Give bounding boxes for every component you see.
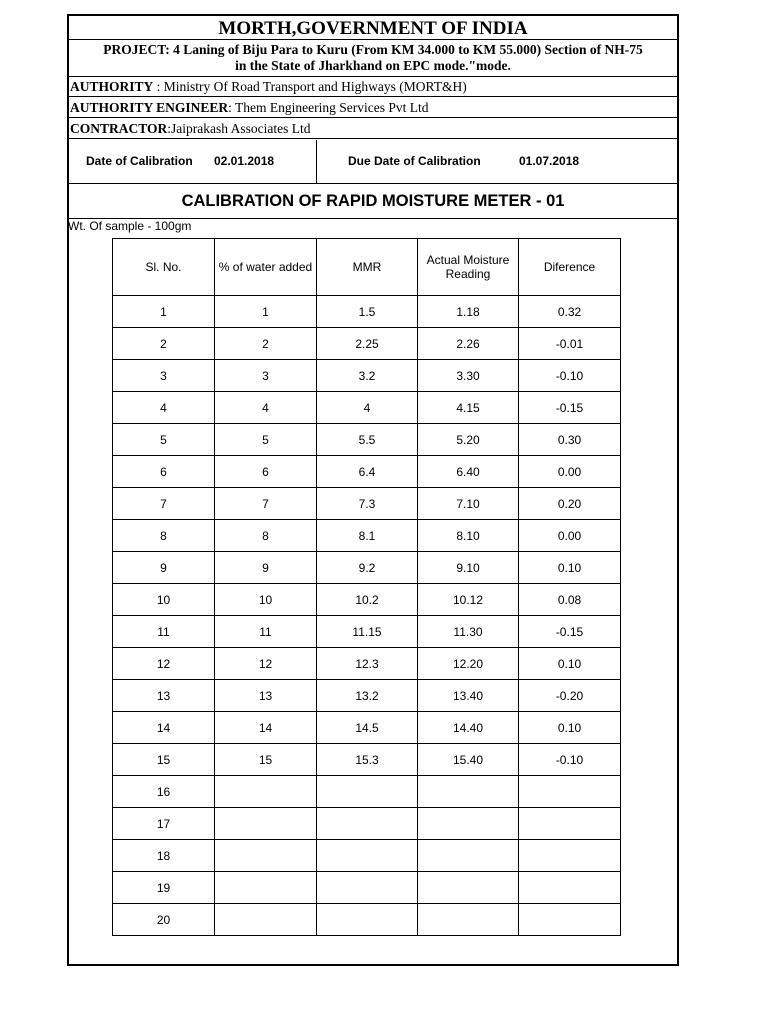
cell-actual-moisture: 1.18 xyxy=(418,296,519,328)
dates-divider xyxy=(316,140,317,183)
cell-sl-no: 6 xyxy=(113,456,215,488)
column-header-water-added: % of water added xyxy=(215,239,317,296)
table-row xyxy=(113,808,621,840)
column-header-sl-no: Sl. No. xyxy=(113,239,215,296)
cell-water-added: 1 xyxy=(215,296,317,328)
table-body xyxy=(113,296,621,936)
contractor-value: :Jaiprakash Associates Ltd xyxy=(167,121,311,136)
cell-actual-moisture: 9.10 xyxy=(418,552,519,584)
cell-mmr: 9.2 xyxy=(317,552,418,584)
cell-difference: 0.08 xyxy=(519,584,621,616)
cell-sl-no: 16 xyxy=(113,776,215,808)
calibration-table xyxy=(112,238,621,936)
due-date-label: Due Date of Calibration xyxy=(348,154,481,168)
cell-water-added: 8 xyxy=(215,520,317,552)
cell-sl-no: 9 xyxy=(113,552,215,584)
cell-actual-moisture: 3.30 xyxy=(418,360,519,392)
cell-sl-no: 11 xyxy=(113,616,215,648)
cell-actual-moisture: 7.10 xyxy=(418,488,519,520)
cell-difference: -0.15 xyxy=(519,616,621,648)
cell-mmr: 1.5 xyxy=(317,296,418,328)
cell-difference: -0.10 xyxy=(519,360,621,392)
table-row xyxy=(113,520,621,552)
cell-water-added: 10 xyxy=(215,584,317,616)
table-row xyxy=(113,488,621,520)
cell-actual-moisture: 11.30 xyxy=(418,616,519,648)
table-row xyxy=(113,296,621,328)
due-date-value: 01.07.2018 xyxy=(519,154,580,168)
table-row xyxy=(113,392,621,424)
cell-sl-no: 10 xyxy=(113,584,215,616)
cell-sl-no: 17 xyxy=(113,808,215,840)
cell-water-added: 13 xyxy=(215,680,317,712)
cell-actual-moisture: 14.40 xyxy=(418,712,519,744)
cell-water-added: 12 xyxy=(215,648,317,680)
cell-water-added: 2 xyxy=(215,328,317,360)
cell-difference: 0.00 xyxy=(519,456,621,488)
table-row xyxy=(113,648,621,680)
cell-difference: 0.10 xyxy=(519,552,621,584)
table-row xyxy=(113,840,621,872)
cell-difference: -0.20 xyxy=(519,680,621,712)
cell-mmr xyxy=(317,840,418,872)
table-row xyxy=(113,552,621,584)
cell-sl-no: 7 xyxy=(113,488,215,520)
cell-water-added xyxy=(215,808,317,840)
project-line-1: PROJECT: 4 Laning of Biju Para to Kuru (From KM 34.000 to KM 55.000) Section of NH-75 xyxy=(103,42,643,57)
cell-sl-no: 2 xyxy=(113,328,215,360)
table-row xyxy=(113,616,621,648)
cell-water-added: 3 xyxy=(215,360,317,392)
table-row xyxy=(113,456,621,488)
cell-actual-moisture: 2.26 xyxy=(418,328,519,360)
cell-water-added: 11 xyxy=(215,616,317,648)
cell-mmr: 11.15 xyxy=(317,616,418,648)
cell-difference: -0.15 xyxy=(519,392,621,424)
authority-engineer-label: AUTHORITY ENGINEER xyxy=(70,100,229,115)
cell-difference: 0.30 xyxy=(519,424,621,456)
authority-value: : Ministry Of Road Transport and Highways (MORT&H) xyxy=(153,79,467,94)
cell-mmr: 5.5 xyxy=(317,424,418,456)
cell-sl-no: 18 xyxy=(113,840,215,872)
cell-mmr: 14.5 xyxy=(317,712,418,744)
cell-mmr xyxy=(317,808,418,840)
cell-actual-moisture: 4.15 xyxy=(418,392,519,424)
cell-mmr: 8.1 xyxy=(317,520,418,552)
cell-difference xyxy=(519,840,621,872)
authority-row xyxy=(69,77,677,97)
column-header-mmr: MMR xyxy=(317,239,418,296)
contractor-label: CONTRACTOR xyxy=(70,121,168,136)
authority-engineer-value: : Them Engineering Services Pvt Ltd xyxy=(228,100,429,115)
cell-water-added: 4 xyxy=(215,392,317,424)
cell-actual-moisture xyxy=(418,872,519,904)
table-row xyxy=(113,712,621,744)
cell-sl-no: 15 xyxy=(113,744,215,776)
table-row xyxy=(113,744,621,776)
cell-water-added: 9 xyxy=(215,552,317,584)
authority-engineer-row xyxy=(69,98,677,118)
calibration-date-label: Date of Calibration xyxy=(86,154,193,168)
cell-difference xyxy=(519,808,621,840)
cell-actual-moisture: 12.20 xyxy=(418,648,519,680)
cell-actual-moisture xyxy=(418,840,519,872)
section-title: CALIBRATION OF RAPID MOISTURE METER - 01 xyxy=(69,184,677,219)
table-header-row xyxy=(113,239,621,296)
table-row xyxy=(113,328,621,360)
cell-actual-moisture: 15.40 xyxy=(418,744,519,776)
table-row xyxy=(113,776,621,808)
table-row xyxy=(113,872,621,904)
cell-actual-moisture xyxy=(418,808,519,840)
sample-weight-note: Wt. Of sample - 100gm xyxy=(68,219,192,233)
cell-difference xyxy=(519,872,621,904)
cell-actual-moisture: 13.40 xyxy=(418,680,519,712)
cell-water-added xyxy=(215,904,317,936)
contractor-row xyxy=(69,119,677,139)
cell-water-added: 5 xyxy=(215,424,317,456)
cell-difference: 0.20 xyxy=(519,488,621,520)
cell-difference: 0.00 xyxy=(519,520,621,552)
calibration-dates xyxy=(69,140,677,184)
column-header-difference: Diference xyxy=(519,239,621,296)
project-line-2: in the State of Jharkhand on EPC mode."mode. xyxy=(235,58,511,73)
cell-sl-no: 14 xyxy=(113,712,215,744)
cell-mmr: 10.2 xyxy=(317,584,418,616)
cell-mmr: 13.2 xyxy=(317,680,418,712)
cell-mmr: 2.25 xyxy=(317,328,418,360)
cell-water-added xyxy=(215,872,317,904)
cell-mmr xyxy=(317,872,418,904)
authority-label: AUTHORITY xyxy=(70,79,154,94)
cell-mmr: 3.2 xyxy=(317,360,418,392)
cell-mmr: 7.3 xyxy=(317,488,418,520)
column-header-actual-moisture: Actual Moisture Reading xyxy=(418,239,519,296)
cell-mmr: 6.4 xyxy=(317,456,418,488)
cell-mmr xyxy=(317,776,418,808)
cell-sl-no: 1 xyxy=(113,296,215,328)
cell-difference: -0.01 xyxy=(519,328,621,360)
cell-difference: 0.10 xyxy=(519,712,621,744)
cell-mmr xyxy=(317,904,418,936)
cell-water-added xyxy=(215,840,317,872)
cell-sl-no: 13 xyxy=(113,680,215,712)
cell-actual-moisture xyxy=(418,904,519,936)
cell-actual-moisture: 10.12 xyxy=(418,584,519,616)
cell-difference: -0.10 xyxy=(519,744,621,776)
cell-sl-no: 4 xyxy=(113,392,215,424)
cell-actual-moisture: 6.40 xyxy=(418,456,519,488)
cell-sl-no: 19 xyxy=(113,872,215,904)
cell-water-added: 7 xyxy=(215,488,317,520)
table-row xyxy=(113,584,621,616)
cell-water-added: 14 xyxy=(215,712,317,744)
table-row xyxy=(113,904,621,936)
cell-actual-moisture: 8.10 xyxy=(418,520,519,552)
cell-difference xyxy=(519,776,621,808)
cell-actual-moisture xyxy=(418,776,519,808)
table-row xyxy=(113,680,621,712)
cell-water-added: 15 xyxy=(215,744,317,776)
table-row xyxy=(113,424,621,456)
cell-water-added: 6 xyxy=(215,456,317,488)
cell-sl-no: 20 xyxy=(113,904,215,936)
cell-mmr: 4 xyxy=(317,392,418,424)
cell-sl-no: 3 xyxy=(113,360,215,392)
cell-water-added xyxy=(215,776,317,808)
calibration-date-value: 02.01.2018 xyxy=(214,154,275,168)
page-title: MORTH,GOVERNMENT OF INDIA xyxy=(69,16,677,40)
table-row xyxy=(113,360,621,392)
cell-actual-moisture: 5.20 xyxy=(418,424,519,456)
cell-sl-no: 12 xyxy=(113,648,215,680)
cell-sl-no: 8 xyxy=(113,520,215,552)
cell-mmr: 12.3 xyxy=(317,648,418,680)
cell-difference: 0.10 xyxy=(519,648,621,680)
cell-difference xyxy=(519,904,621,936)
cell-sl-no: 5 xyxy=(113,424,215,456)
cell-mmr: 15.3 xyxy=(317,744,418,776)
cell-difference: 0.32 xyxy=(519,296,621,328)
project-description xyxy=(69,40,677,77)
